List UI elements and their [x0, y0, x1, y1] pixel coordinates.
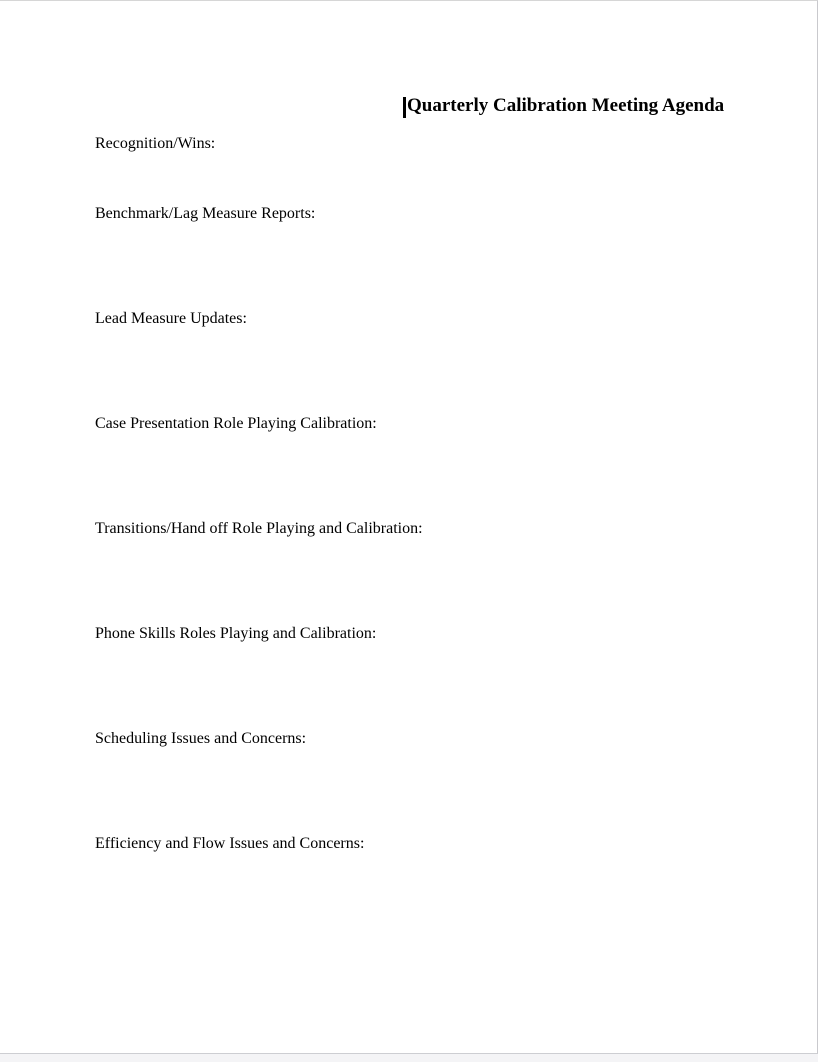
agenda-item[interactable]: Case Presentation Role Playing Calibration:	[95, 415, 377, 432]
agenda-item[interactable]: Transitions/Hand off Role Playing and Calibration:	[95, 520, 423, 537]
agenda-item[interactable]: Benchmark/Lag Measure Reports:	[95, 205, 316, 222]
page-gap	[0, 1054, 818, 1062]
agenda-item[interactable]: Recognition/Wins:	[95, 135, 216, 152]
document-title[interactable]: Quarterly Calibration Meeting Agenda	[407, 95, 725, 116]
agenda-item[interactable]: Phone Skills Roles Playing and Calibration:	[95, 625, 377, 642]
agenda-item[interactable]: Lead Measure Updates:	[95, 310, 247, 327]
agenda-item[interactable]: Scheduling Issues and Concerns:	[95, 730, 307, 747]
agenda-item[interactable]: Efficiency and Flow Issues and Concerns:	[95, 835, 365, 852]
text-cursor-caret	[403, 97, 406, 118]
